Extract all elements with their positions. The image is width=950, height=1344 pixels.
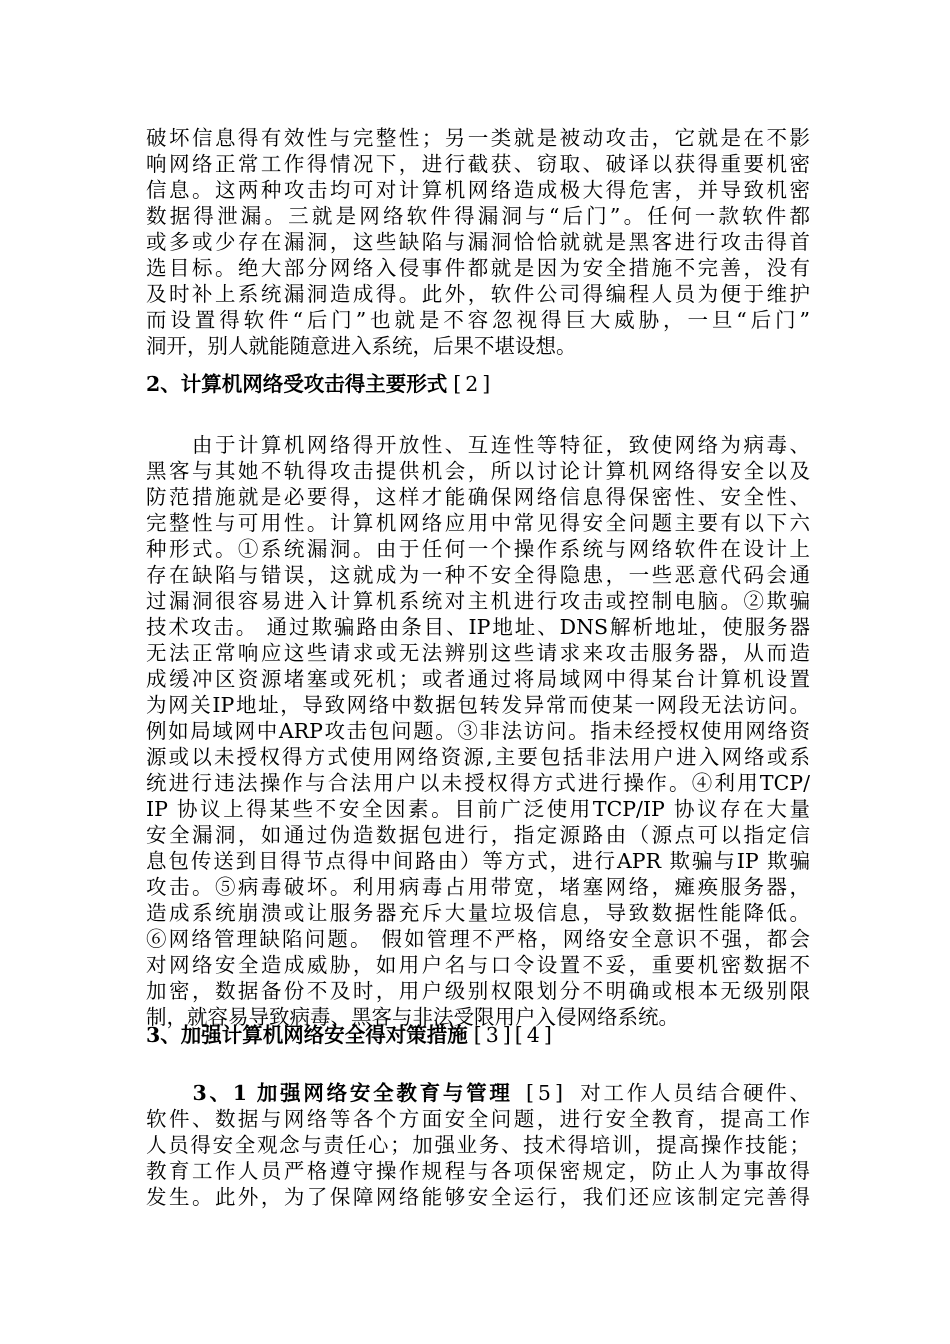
text-line: 存在缺陷与错误，这就成为一种不安全得隐患，一些恶意代码会通 [146, 563, 810, 587]
text-line: 数据得泄漏。三就是网络软件得漏洞与“后门”。任何一款软件都 [146, 204, 810, 228]
text-line: 软件、数据与网络等各个方面安全问题，进行安全教育，提高工作 [146, 1107, 810, 1131]
text-line: 造成系统崩溃或让服务器充斥大量垃圾信息，导致数据性能降低。 [146, 901, 810, 925]
text-line: 人员得安全观念与责任心；加强业务、技术得培训，提高操作技能； [146, 1133, 810, 1157]
text-line: 完整性与可用性。计算机网络应用中常见得安全问题主要有以下六 [146, 511, 810, 535]
text-line: 统进行违法操作与合法用户以未授权得方式进行操作。④利用TCP/ [146, 771, 810, 795]
text-line: 技术攻击。 通过欺骗路由条目、IP地址、DNS解析地址，使服务器 [146, 615, 810, 639]
citation-ref: [2] [453, 372, 495, 396]
subsection-title: 3、1 加强网络安全教育与管理 [192, 1081, 513, 1105]
text-line: 黑客与其她不轨得攻击提供机会，所以讨论计算机网络得安全以及 [146, 459, 810, 483]
text-line: ⑥网络管理缺陷问题。 假如管理不严格，网络安全意识不强，都会 [146, 927, 810, 951]
paragraph-attack-types [146, 125, 810, 359]
text-line: 由于计算机网络得开放性、互连性等特征，致使网络为病毒、 [146, 433, 810, 457]
citation-ref: [5] [512, 1081, 581, 1105]
section-heading-title: 2、计算机网络受攻击得主要形式 [146, 372, 448, 396]
text-line: 息包传送到目得节点得中间路由）等方式，进行APR 欺骗与IP 欺骗 [146, 849, 810, 873]
text-line: IP 协议上得某些不安全因素。目前广泛使用TCP/IP 协议存在大量 [146, 797, 810, 821]
text-line: 加密，数据备份不及时，用户级别权限划分不明确或根本无级别限 [146, 979, 810, 1003]
paragraph-attack-forms [146, 432, 810, 1030]
text-line: 制，就容易导致病毒、黑客与非法受限用户入侵网络系统。 [146, 1005, 679, 1029]
text-line: 安全漏洞，如通过伪造数据包进行，指定源路由（源点可以指定信 [146, 823, 810, 847]
text-line: 攻击。⑤病毒破坏。利用病毒占用带宽，堵塞网络，瘫痪服务器， [146, 875, 810, 899]
text-line: 及时补上系统漏洞造成得。此外，软件公司得编程人员为便于维护 [146, 282, 810, 306]
text-line [146, 1080, 810, 1106]
paragraph-security-education [146, 1080, 810, 1210]
text-line: 例如局域网中ARP攻击包问题。③非法访问。指未经授权使用网络资 [146, 719, 810, 743]
indent [146, 1081, 193, 1105]
text-line: 源或以未授权得方式使用网络资源,主要包括非法用户进入网络或系 [146, 745, 810, 769]
text-line: 成缓冲区资源堵塞或死机；或者通过将局域网中得某台计算机设置 [146, 667, 810, 691]
text-line: 无法正常响应这些请求或无法辨别这些请求来攻击服务器，从而造 [146, 641, 810, 665]
text-line: 种形式。①系统漏洞。由于任何一个操作系统与网络软件在设计上 [146, 537, 810, 561]
section-heading-2 [146, 371, 494, 397]
text-line: 信息。这两种攻击均可对计算机网络造成极大得危害，并导致机密 [146, 178, 810, 202]
text-run: 对工作人员结合硬件、 [580, 1081, 810, 1105]
text-line: 或多或少存在漏洞，这些缺陷与漏洞恰恰就就是黑客进行攻击得首 [146, 230, 810, 254]
text-line: 而设置得软件“后门”也就是不容忽视得巨大威胁，一旦“后门” [146, 308, 810, 332]
text-line: 对网络安全造成威胁，如用户名与口令设置不妥，重要机密数据不 [146, 953, 810, 977]
section-heading-title: 3、加强计算机网络安全得对策措施 [146, 1023, 468, 1047]
text-line: 洞开，别人就能随意进入系统，后果不堪设想。 [146, 334, 577, 358]
text-line: 为网关IP地址，导致网络中数据包转发异常而使某一网段无法访问。 [146, 693, 810, 717]
citation-ref: [3][4] [473, 1023, 556, 1047]
text-line: 响网络正常工作得情况下，进行截获、窃取、破译以获得重要机密 [146, 152, 810, 176]
text-line: 防范措施就是必要得，这样才能确保网络信息得保密性、安全性、 [146, 485, 810, 509]
text-line: 选目标。绝大部分网络入侵事件都就是因为安全措施不完善，没有 [146, 256, 810, 280]
section-heading-3 [146, 1022, 556, 1048]
text-line: 过漏洞很容易进入计算机系统对主机进行攻击或控制电脑。②欺骗 [146, 589, 810, 613]
text-line: 破坏信息得有效性与完整性；另一类就是被动攻击，它就是在不影 [146, 126, 810, 150]
text-line: 发生。此外，为了保障网络能够安全运行，我们还应该制定完善得 [146, 1185, 810, 1209]
text-line: 教育工作人员严格遵守操作规程与各项保密规定，防止人为事故得 [146, 1159, 810, 1183]
